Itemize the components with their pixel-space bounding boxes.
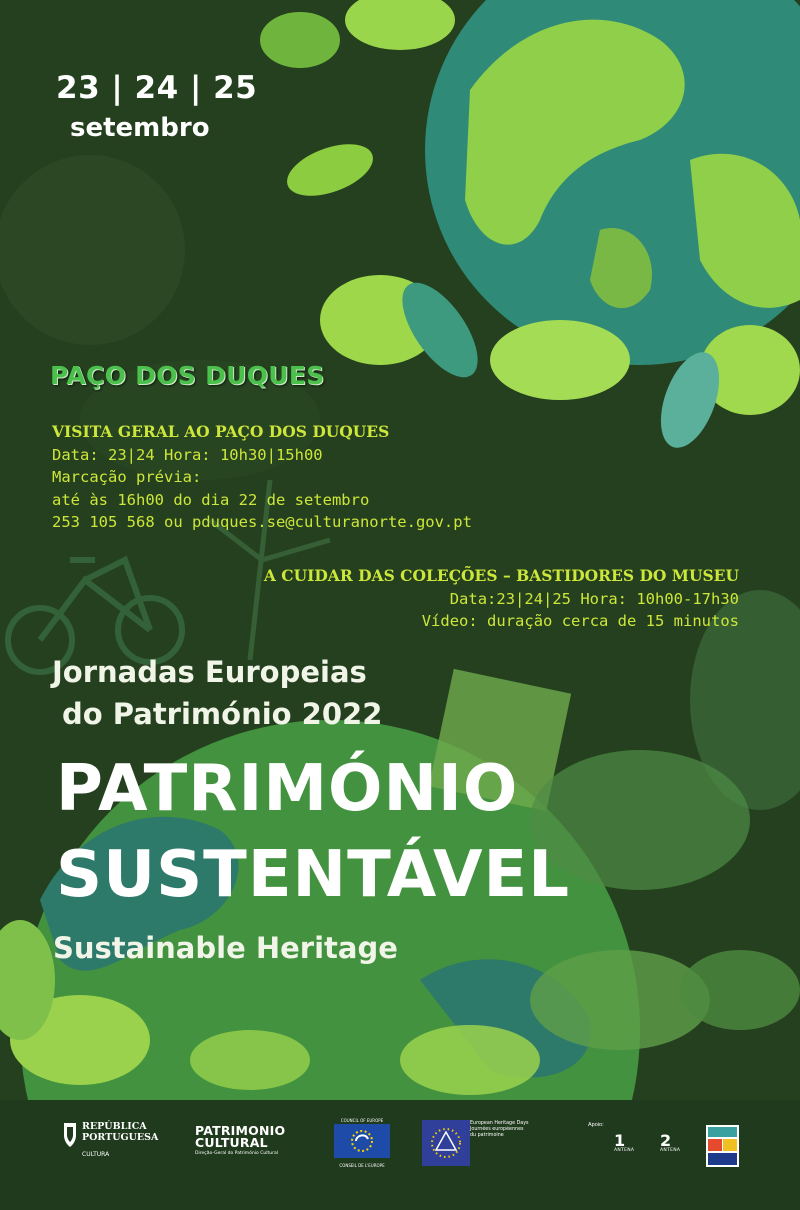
activity-title: A CUIDAR DAS COLEÇÕES – BASTIDORES DO MUSEU <box>263 566 739 585</box>
patrimonio-subtext: Direção-Geral do Património Cultural <box>195 1151 278 1156</box>
headline-big1: PATRIMÓNIO <box>56 752 519 826</box>
activity-booking: Marcação prévia: <box>52 468 202 486</box>
cultura-box-icon <box>706 1125 739 1167</box>
activity-contact: 253 105 568 ou pduques.se@culturanorte.gov.pt <box>52 513 472 531</box>
coe-bottom-text: CONSEIL DE L'EUROPE <box>339 1163 385 1168</box>
headline-line2: do Património 2022 <box>62 697 383 731</box>
antena2-label: ANTENA <box>660 1148 681 1153</box>
republica-text: REPÚBLICA PORTUGUESA <box>82 1121 159 1143</box>
activity-video: Vídeo: duração cerca de 15 minutos <box>421 612 739 630</box>
headline-big2: SUSTENTÁVEL <box>56 838 570 912</box>
activity-title: VISITA GERAL AO PAÇO DOS DUQUES <box>52 422 390 441</box>
cultura-box-logo <box>706 1125 739 1167</box>
patrimonio-cultural-logo <box>195 1125 285 1156</box>
antena1-logo <box>614 1131 634 1153</box>
antena2-logo <box>660 1131 680 1153</box>
antena2-number: 2 <box>660 1131 672 1150</box>
coe-top-text: COUNCIL OF EUROPE <box>340 1118 384 1123</box>
coe-flag-icon <box>332 1123 392 1159</box>
activity-schedule: Data:23|24|25 Hora: 10h00-17h30 <box>449 589 739 608</box>
activity-schedule: Data: 23|24 Hora: 10h30|15h00 <box>52 445 323 464</box>
venue-title: PAÇO DOS DUQUES <box>50 361 325 390</box>
antena1-label: ANTENA <box>614 1148 635 1153</box>
patrimonio-text: PATRIMONIO CULTURAL <box>195 1123 286 1150</box>
support-label: Apoio: <box>588 1122 604 1128</box>
ehd-emblem-icon <box>422 1120 470 1166</box>
ehd-text: European Heritage Days Journées européennes du patrimoine <box>470 1121 529 1138</box>
activity-general-visit <box>52 421 472 534</box>
event-month: setembro <box>70 113 210 143</box>
headline-english: Sustainable Heritage <box>53 931 398 965</box>
sponsor-logos <box>0 1115 800 1175</box>
activity-collections <box>264 565 739 633</box>
antena1-number: 1 <box>614 1131 626 1150</box>
european-heritage-days-logo <box>422 1120 470 1166</box>
republica-emblem-icon <box>62 1121 78 1149</box>
council-of-europe-logo <box>332 1118 392 1168</box>
republica-subtext: CULTURA <box>82 1151 110 1158</box>
activity-deadline: até às 16h00 do dia 22 de setembro <box>52 490 370 509</box>
event-days: 23 | 24 | 25 <box>56 70 258 106</box>
headline-line1: Jornadas Europeias <box>52 655 367 689</box>
